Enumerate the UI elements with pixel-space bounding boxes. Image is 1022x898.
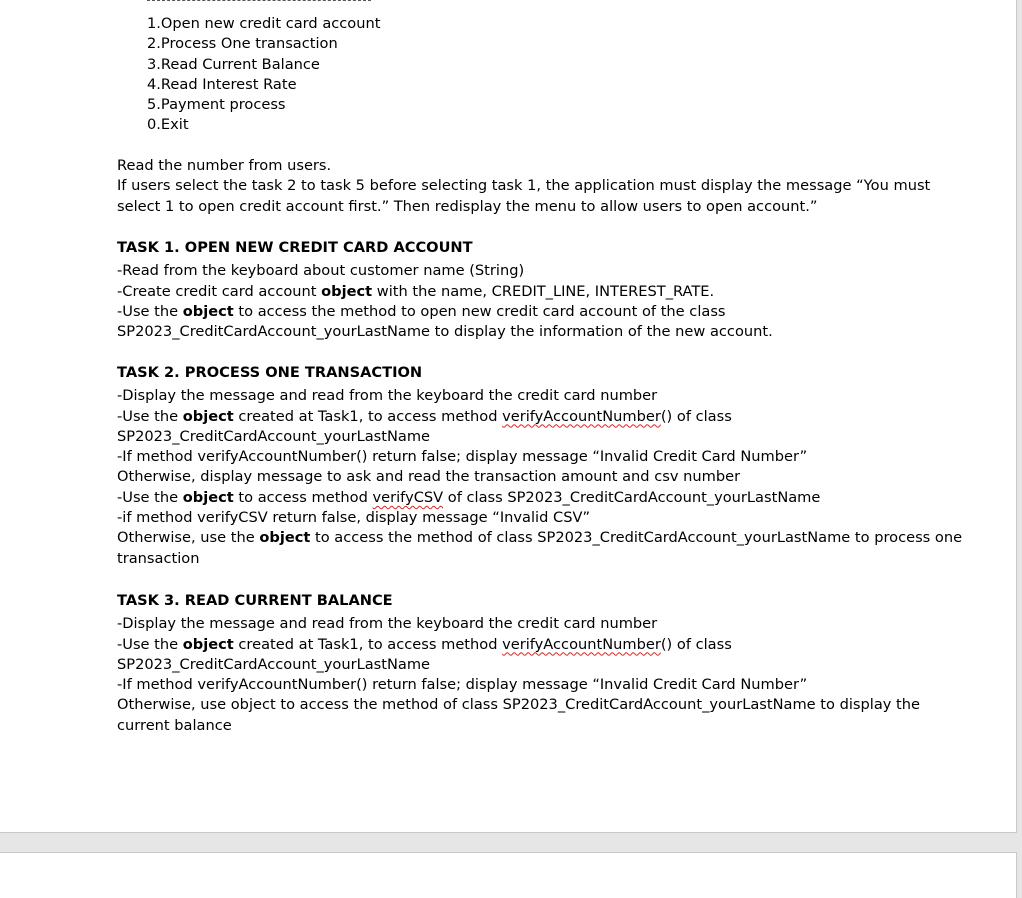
intro-line: select 1 to open credit account first.” Then redisplay the menu to allow users to open account.” (117, 197, 818, 215)
task3-heading: TASK 3. READ CURRENT BALANCE (117, 592, 393, 609)
task3-line: -Use the object created at Task1, to access method verifyAccountNumber() of class (117, 635, 732, 653)
intro-line: Read the number from users. (117, 157, 332, 174)
task3-line: -Display the message and read from the keyboard the credit card number (117, 615, 658, 633)
menu-item: 4.Read Interest Rate (147, 75, 297, 93)
menu-list (147, 14, 380, 136)
dashed-separator (147, 0, 371, 2)
task2-line: Otherwise, use the object to access the method of class SP2023_CreditCardAccount_yourLastName to process one (117, 529, 963, 547)
spellcheck-word: verifyAccountNumber (502, 407, 661, 425)
task1-line: -Use the object to access the method to open new credit card account of the class (117, 302, 726, 320)
task1-line: -Read from the keyboard about customer name (String) (117, 262, 525, 280)
task3-line: Otherwise, use object to access the method of class SP2023_CreditCardAccount_yourLastName to display the (117, 696, 920, 714)
next-page (0, 852, 1017, 898)
task1-line: -Create credit card account object with the name, CREDIT_LINE, INTEREST_RATE. (117, 282, 715, 300)
menu-item: 1.Open new credit card account (147, 15, 381, 32)
task2-line: Otherwise, display message to ask and read the transaction amount and csv number (117, 468, 741, 486)
task3-line: current balance (117, 716, 232, 734)
task3-line: SP2023_CreditCardAccount_yourLastName (117, 655, 431, 673)
task2-line: -Use the object to access method verifyCSV of class SP2023_CreditCardAccount_yourLastName (117, 488, 821, 506)
menu-item: 3.Read Current Balance (147, 55, 320, 73)
task2-line: -Use the object created at Task1, to access method verifyAccountNumber() of class (117, 407, 732, 425)
task1-line: SP2023_CreditCardAccount_yourLastName to display the information of the new account. (117, 323, 773, 341)
task2-line: -if method verifyCSV return false, display message “Invalid CSV” (117, 509, 590, 527)
task2-line: -Display the message and read from the keyboard the credit card number (117, 387, 658, 405)
task1-heading: TASK 1. OPEN NEW CREDIT CARD ACCOUNT (117, 239, 473, 256)
task2-heading: TASK 2. PROCESS ONE TRANSACTION (117, 364, 423, 381)
task2-section (117, 363, 963, 569)
task3-section (117, 591, 920, 736)
task2-line: transaction (117, 549, 200, 567)
spellcheck-word: verifyAccountNumber (502, 635, 661, 653)
spellcheck-word: verifyCSV (372, 488, 444, 506)
menu-item: 2.Process One transaction (147, 35, 338, 53)
intro-paragraph (117, 156, 931, 217)
task2-line: SP2023_CreditCardAccount_yourLastName (117, 427, 431, 445)
intro-line: If users select the task 2 to task 5 before selecting task 1, the application must display the message “You must (117, 177, 931, 195)
task1-section (117, 238, 917, 342)
task3-line: -If method verifyAccountNumber() return false; display message “Invalid Credit Card Number” (117, 676, 808, 694)
menu-item: 5.Payment process (147, 96, 286, 114)
menu-item: 0.Exit (147, 116, 189, 134)
task2-line: -If method verifyAccountNumber() return false; display message “Invalid Credit Card Number” (117, 448, 808, 466)
